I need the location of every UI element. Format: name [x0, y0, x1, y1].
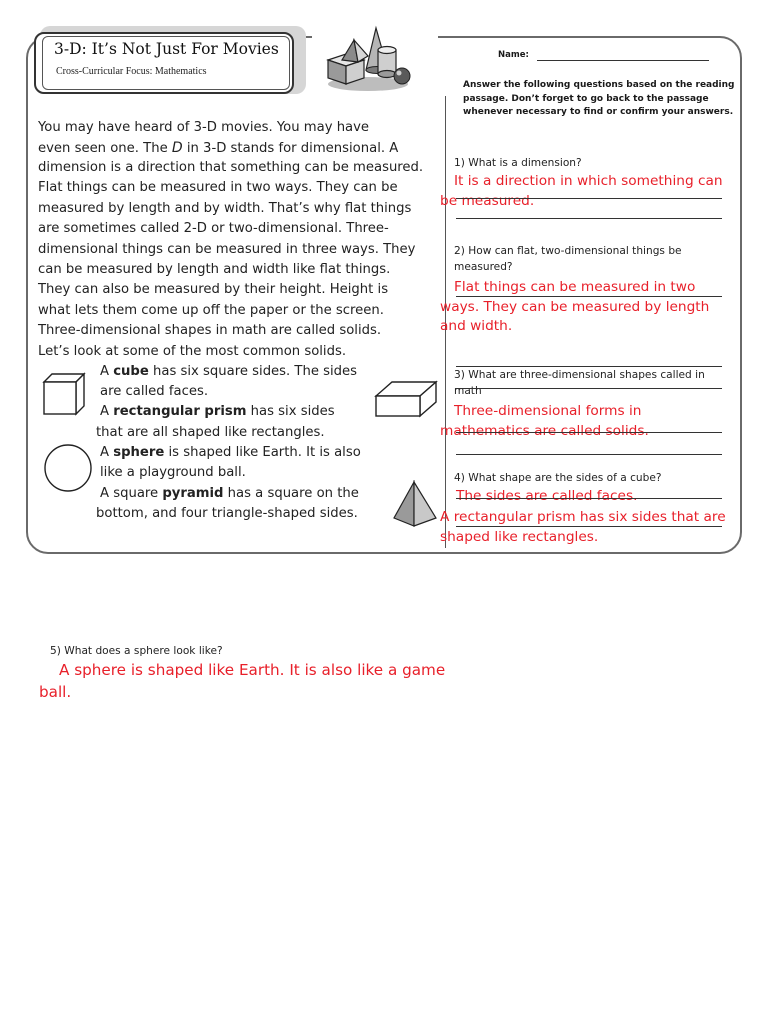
question-2: 2) How can flat, two-dimensional things be measured?	[454, 245, 682, 273]
passage-line: what lets them come up off the paper or the screen.	[38, 303, 384, 318]
solid-desc-rectangular-prism-2: that are all shaped like rectangles.	[96, 425, 325, 440]
solid-desc-pyramid-2: bottom, and four triangle-shaped sides.	[96, 506, 358, 521]
answer-line	[456, 432, 722, 433]
question-1: 1) What is a dimension?	[454, 157, 582, 169]
pyramid-icon	[392, 480, 438, 528]
question-5: 5) What does a sphere look like?	[50, 645, 223, 657]
passage-line: Flat things can be measured in two ways. They can be	[38, 180, 398, 195]
passage-line: They can also be measured by their height. Height is	[38, 282, 389, 297]
passage-line: are sometimes called 2-D or two-dimensional. Three-	[38, 221, 389, 236]
passage-line: dimensional things can be measured in three ways. They	[38, 242, 416, 257]
geometric-solids-icon	[320, 22, 412, 94]
answer-line	[456, 218, 722, 219]
answer-4[interactable]: The sides are called faces.	[456, 488, 638, 504]
name-input-line[interactable]	[537, 60, 709, 61]
answer-line	[456, 526, 722, 527]
sphere-icon	[43, 443, 93, 493]
answer-line	[456, 296, 722, 297]
name-label: Name:	[498, 50, 529, 60]
answer-line	[456, 198, 722, 199]
instructions: Answer the following questions based on the reading passage. Don’t forget to go back to the passage whenever necessary to find or confirm your answers.	[463, 80, 735, 118]
answer-1[interactable]: It is a direction in which something can be measured.	[440, 173, 723, 209]
solid-desc-rectangular-prism: A rectangular prism has six sides	[100, 404, 335, 419]
answer-3[interactable]: Three-dimensional forms in mathematics are called solids.	[440, 403, 649, 439]
question-4: 4) What shape are the sides of a cube?	[454, 472, 662, 484]
cube-icon	[42, 372, 86, 416]
passage-line: can be measured by length and width like flat things.	[38, 262, 391, 277]
passage-line: Let’s look at some of the most common solids.	[38, 344, 347, 359]
passage-line: measured by length and by width. That’s why flat things	[38, 201, 412, 216]
passage-line: dimension is a direction that something can be measured.	[38, 160, 424, 175]
rectangular-prism-icon	[374, 378, 438, 418]
solid-desc-cube: A cube has six square sides. The sides are called faces.	[100, 364, 358, 400]
answer-5[interactable]: A sphere is shaped like Earth. It is also like a game ball.	[39, 661, 446, 701]
passage-line: You may have heard of 3-D movies. You may have	[38, 120, 370, 135]
answer-line	[456, 498, 722, 499]
page-title: 3-D: It’s Not Just For Movies	[54, 40, 279, 58]
passage-line: Three-dimensional shapes in math are called solids.	[38, 323, 382, 338]
answer-line	[456, 454, 722, 455]
answer-2[interactable]: Flat things can be measured in two ways. They can be measured by length and width.	[440, 279, 710, 334]
answer-line	[456, 388, 722, 389]
passage-line: even seen one. The D in 3-D stands for dimensional. A	[38, 140, 399, 156]
answer-4-extra[interactable]: A rectangular prism has six sides that are shaped like rectangles.	[440, 509, 726, 545]
question-3: 3) What are three-dimensional shapes called in math	[454, 369, 705, 397]
solid-desc-pyramid: A square pyramid has a square on the	[100, 486, 359, 501]
page-subtitle: Cross-Curricular Focus: Mathematics	[56, 66, 207, 77]
solid-desc-sphere: A sphere is shaped like Earth. It is also like a playground ball.	[100, 445, 361, 481]
